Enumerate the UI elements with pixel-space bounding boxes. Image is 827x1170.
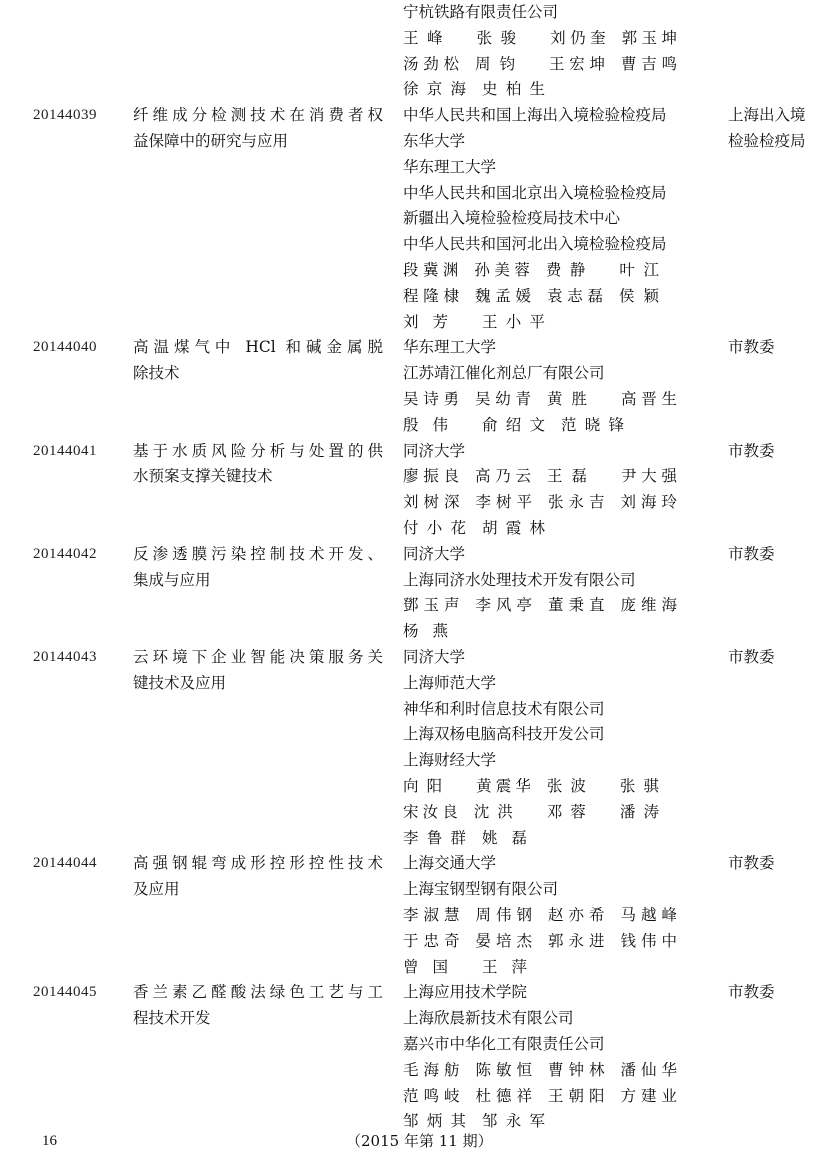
unit-name: 中华人民共和国北京出入境检验检疫局 [403,183,667,202]
project-id: 20144043 [33,649,97,665]
issue-label: （2015 年第 11 期） [346,1132,493,1150]
person-name: 张骏 [476,28,517,47]
person-name: 邹炳其 [403,1112,466,1131]
person-name: 姚磊 [482,828,527,847]
unit-name: 东华大学 [403,132,466,150]
project-title-line: 程技术开发 [133,1009,211,1028]
person-name: 曾国 [403,957,448,976]
people-row [403,825,693,851]
unit-name: 同济大学 [403,544,466,563]
person-name: 李风亭 [475,596,532,615]
person-name: 宋汝良 [403,802,458,821]
person-name: 陈敏恒 [475,1060,532,1079]
project-title-line: 及应用 [133,880,180,899]
person-name: 晏培杰 [475,931,532,950]
people-row [403,386,693,412]
person-name: 曹钟林 [548,1060,605,1079]
people-row [403,309,693,335]
person-name: 郭永进 [548,931,605,950]
person-name: 李鲁群 [403,828,466,847]
person-name: 李淑慧 [403,906,460,924]
recommending-unit: 市教委 [728,544,775,563]
person-name: 俞绍文 [482,415,545,434]
project-id: 20144044 [33,855,97,872]
unit-name: 上海宝钢型钢有限公司 [403,880,559,899]
person-name: 鄧玉声 [403,596,460,615]
person-name: 袁志磊 [547,286,603,305]
person-name: 张永吉 [548,493,605,512]
person-name: 史柏生 [482,80,545,99]
people-row [403,618,693,644]
project-id: 20144042 [33,545,97,562]
project-title-line: 高强钢辊弯成形控形控性技术 [133,854,383,873]
people-row [403,76,693,102]
project-title-line: 反渗透膜污染控制技术开发、 [133,544,383,563]
unit-name: 上海财经大学 [403,751,497,770]
person-name: 刘海玲 [620,493,677,512]
person-name: 侯颖 [619,286,659,305]
person-name: 叶江 [619,261,659,279]
person-name: 潘涛 [619,802,660,821]
person-name: 邹永军 [482,1112,545,1131]
people-row [403,1057,693,1083]
recommending-unit: 市教委 [728,338,775,357]
person-name: 孙美蓉 [474,261,530,279]
person-name: 毛海舫 [403,1060,460,1079]
person-name: 高乃云 [475,467,531,486]
person-name: 黄震华 [476,777,531,795]
unit-name: 上海欣晨新技术有限公司 [403,1009,574,1028]
unit-name: 上海双杨电脑高科技开发公司 [403,725,605,744]
recommending-unit: 市教委 [728,854,775,873]
person-name: 周钧 [475,54,515,73]
person-name: 吴诗勇 [403,390,459,408]
person-name: 王宏坤 [549,54,605,73]
people-row [403,51,693,77]
person-name: 范鸣岐 [403,1086,460,1105]
person-name: 董秉直 [548,596,605,615]
recommending-unit: 市教委 [728,983,775,1002]
person-name: 沈洪 [473,802,513,821]
person-name: 李树平 [475,493,532,512]
unit-name: 同济大学 [403,648,466,666]
people-row [403,489,693,515]
project-title-line: 水预案支撑关键技术 [133,467,273,486]
person-name: 魏孟媛 [475,286,531,305]
person-name: 胡霞林 [482,519,545,537]
unit-name: 嘉兴市中华化工有限责任公司 [403,1035,605,1053]
person-name: 杨燕 [403,622,448,641]
person-name: 付小花 [403,519,466,537]
people-row [403,257,693,283]
person-name: 于忠奇 [403,931,460,950]
person-name: 郭玉坤 [621,28,677,47]
people-row [403,463,693,489]
project-id: 20144041 [33,442,97,459]
unit-name: 华东理工大学 [403,338,497,357]
person-name: 张波 [546,777,586,795]
project-title-line: 云环境下企业智能决策服务关 [133,648,383,666]
person-name: 尹大强 [621,467,677,486]
people-row [403,773,693,799]
unit-name: 上海交通大学 [403,854,497,873]
person-name: 潘仙华 [620,1060,677,1079]
person-name: 杜德祥 [475,1086,532,1105]
person-name: 王萍 [482,957,527,976]
person-name: 马越峰 [620,906,677,924]
unit-name: 新疆出入境检验检疫局技术中心 [403,209,621,228]
person-name: 王朝阳 [548,1086,605,1105]
people-row [403,954,693,980]
recommending-unit: 市教委 [728,441,775,460]
unit-name: 上海应用技术学院 [403,983,528,1002]
person-name: 庞维海 [620,596,677,615]
recommending-unit: 检验检疫局 [728,132,806,150]
people-row [403,902,693,928]
page-number: 16 [42,1133,57,1149]
person-name: 费静 [545,261,586,279]
project-id: 20144039 [33,107,97,124]
person-name: 刘芳 [403,312,448,331]
person-name: 王磊 [547,467,587,486]
person-name: 段冀渊 [403,261,459,279]
unit-name: 华东理工大学 [403,157,497,176]
person-name: 王小平 [482,312,545,331]
recommending-unit: 上海出入境 [728,106,806,125]
person-name: 汤劲松 [403,54,459,73]
person-name: 曹吉鸣 [621,54,677,73]
person-name: 张骐 [619,777,660,795]
unit-name: 同济大学 [403,441,466,460]
person-name: 方建业 [620,1086,677,1105]
person-name: 高晋生 [621,390,677,408]
person-name: 周伟钢 [475,906,532,924]
person-name: 刘树深 [403,493,460,512]
person-name: 徐京海 [403,80,466,99]
people-row [403,799,693,825]
project-title-line: 高温煤气中 HCl 和碱金属脱 [133,338,383,357]
people-row [403,928,693,954]
person-name: 范晓锋 [561,415,624,434]
project-title-line: 键技术及应用 [133,673,227,692]
person-name: 钱伟中 [620,931,677,950]
project-title-line: 集成与应用 [133,570,211,589]
project-title-line: 除技术 [133,364,180,383]
project-id: 20144040 [33,339,97,356]
unit-name: 江苏靖江催化剂总厂有限公司 [403,364,605,383]
people-row [403,283,693,309]
person-name: 廖振良 [403,467,459,486]
recommending-unit: 市教委 [728,648,775,666]
unit-name: 神华和利时信息技术有限公司 [403,699,605,718]
project-title-line: 香兰素乙醛酸法绿色工艺与工 [133,983,383,1002]
person-name: 黄胜 [547,390,587,408]
unit-name: 宁杭铁路有限责任公司 [403,3,559,21]
unit-name: 中华人民共和国河北出入境检验检疫局 [403,235,667,254]
person-name: 邓蓉 [546,802,586,821]
person-name: 殷伟 [403,415,448,434]
person-name: 吴幼青 [475,390,531,408]
unit-name: 上海师范大学 [403,673,497,692]
unit-name: 中华人民共和国上海出入境检验检疫局 [403,106,667,125]
person-name: 王峰 [403,28,443,47]
person-name: 向阳 [403,777,443,795]
project-title-line: 纤维成分检测技术在消费者权 [133,106,383,125]
project-title-line: 益保障中的研究与应用 [133,132,289,150]
person-name: 赵亦希 [548,906,605,924]
project-title-line: 基于水质风险分析与处置的供 [133,441,383,460]
project-id: 20144045 [33,984,97,1001]
people-row [403,1083,693,1109]
person-name: 程隆棣 [403,286,459,305]
people-row [403,25,693,51]
people-row [403,592,693,618]
people-row [403,515,693,541]
unit-name: 上海同济水处理技术开发有限公司 [403,570,636,589]
people-row [403,412,693,438]
person-name: 刘仍奎 [550,28,606,47]
